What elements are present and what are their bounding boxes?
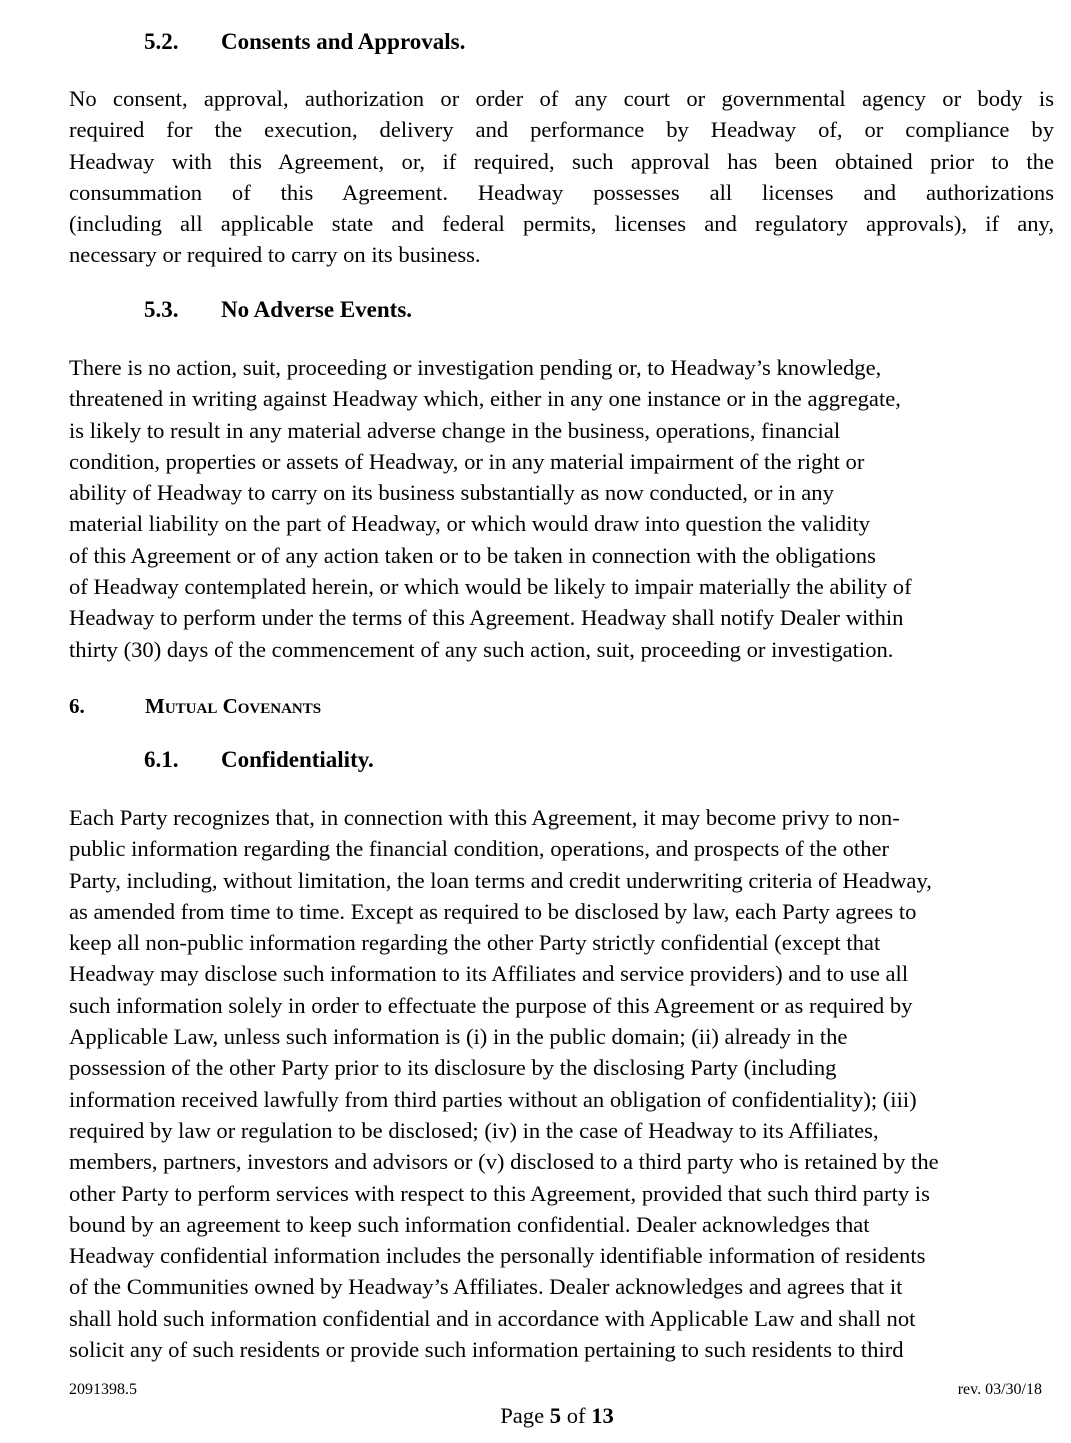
paragraph-line: Headway may disclose such information to its Affiliates and service providers) and to use all [69,961,909,987]
section-6-1-heading [144,746,374,774]
paragraph-line: of Headway contemplated herein, or which would be likely to impair materially the ability of [69,574,912,600]
paragraph-line: is likely to result in any material adverse change in the business, operations, financial [69,417,841,443]
paragraph-line: members, partners, investors and advisors or (v) disclosed to a third party who is retained by the [69,1149,939,1175]
page-prefix: Page [500,1403,550,1428]
paragraph-line: such information solely in order to effectuate the purpose of this Agreement or as required by [69,992,913,1018]
page-current: 5 [549,1403,562,1428]
revision-date: rev. 03/30/18 [957,1381,1042,1398]
document-id: 2091398.5 [69,1381,137,1398]
section-6-1-paragraph [69,802,1054,1365]
paragraph-line: Headway to perform under the terms of this Agreement. Headway shall notify Dealer within [69,605,904,631]
page-number [0,1402,1071,1430]
paragraph-line: threatened in writing against Headway which, either in any one instance or in the aggregate, [69,386,901,412]
paragraph-line: required for the execution, delivery and performance by Headway of, or compliance by [69,117,1054,143]
paragraph-line: (including all applicable state and federal permits, licenses and regulatory approvals), if any, [69,211,1054,237]
section-5-2-paragraph [69,83,1054,271]
section-6-heading [69,692,321,720]
paragraph-line: No consent, approval, authorization or order of any court or governmental agency or body is [69,86,1054,111]
paragraph-line: material liability on the part of Headway, or which would draw into question the validity [69,511,871,537]
paragraph-line: Headway confidential information includes the personally identifiable information of residents [69,1243,926,1269]
paragraph-line: Applicable Law, unless such information is (i) in the public domain; (ii) already in the [69,1024,848,1050]
page-of: of [561,1403,592,1428]
paragraph-line: information received lawfully from third parties without an obligation of confidentiality); (iii) [69,1086,917,1112]
paragraph-line: There is no action, suit, proceeding or investigation pending or, to Headway’s knowledge, [69,355,882,380]
paragraph-line: thirty (30) days of the commencement of any such action, suit, proceeding or investigation. [69,636,894,662]
section-number: 5.3. [144,297,179,322]
paragraph-line: consummation of this Agreement. Headway possesses all licenses and authorizations [69,179,1054,205]
paragraph-line: solicit any of such residents or provide such information pertaining to such residents to third [69,1337,904,1363]
paragraph-line: shall hold such information confidential and in accordance with Applicable Law and shall not [69,1305,916,1331]
section-title: Consents and Approvals. [221,29,466,54]
section-number: 5.2. [144,29,179,54]
section-title: No Adverse Events. [221,297,413,322]
paragraph-line: as amended from time to time. Except as required to be disclosed by law, each Party agrees to [69,898,917,924]
paragraph-line: keep all non-public information regarding the other Party strictly confidential (except that [69,930,881,956]
section-title: Mutual Covenants [145,694,322,718]
paragraph-line: possession of the other Party prior to its disclosure by the disclosing Party (including [69,1055,837,1081]
paragraph-line: necessary or required to carry on its business. [69,242,481,268]
paragraph-line: condition, properties or assets of Headway, or in any material impairment of the right or [69,448,865,474]
paragraph-line: other Party to perform services with respect to this Agreement, provided that such third party is [69,1180,930,1206]
paragraph-line: ability of Headway to carry on its business substantially as now conducted, or in any [69,480,834,506]
paragraph-line: Party, including, without limitation, the loan terms and credit underwriting criteria of Headway, [69,867,932,893]
paragraph-line: of the Communities owned by Headway’s Affiliates. Dealer acknowledges and agrees that it [69,1274,903,1300]
paragraph-line: of this Agreement or of any action taken or to be taken in connection with the obligations [69,542,876,568]
paragraph-line: Headway with this Agreement, or, if required, such approval has been obtained prior to the [69,148,1054,174]
section-title: Confidentiality. [221,747,374,772]
paragraph-line: public information regarding the financial condition, operations, and prospects of the other [69,836,890,862]
paragraph-line: Each Party recognizes that, in connection with this Agreement, it may become privy to non- [69,805,900,830]
paragraph-line: required by law or regulation to be disclosed; (iv) in the case of Headway to its Affiliates, [69,1117,879,1143]
section-5-3-heading [144,296,412,324]
page-total: 13 [591,1403,614,1428]
section-5-3-paragraph [69,352,1029,665]
paragraph-line: bound by an agreement to keep such information confidential. Dealer acknowledges that [69,1211,870,1237]
section-5-2-heading [144,28,465,56]
section-number: 6.1. [144,747,179,772]
section-number: 6. [69,694,85,718]
